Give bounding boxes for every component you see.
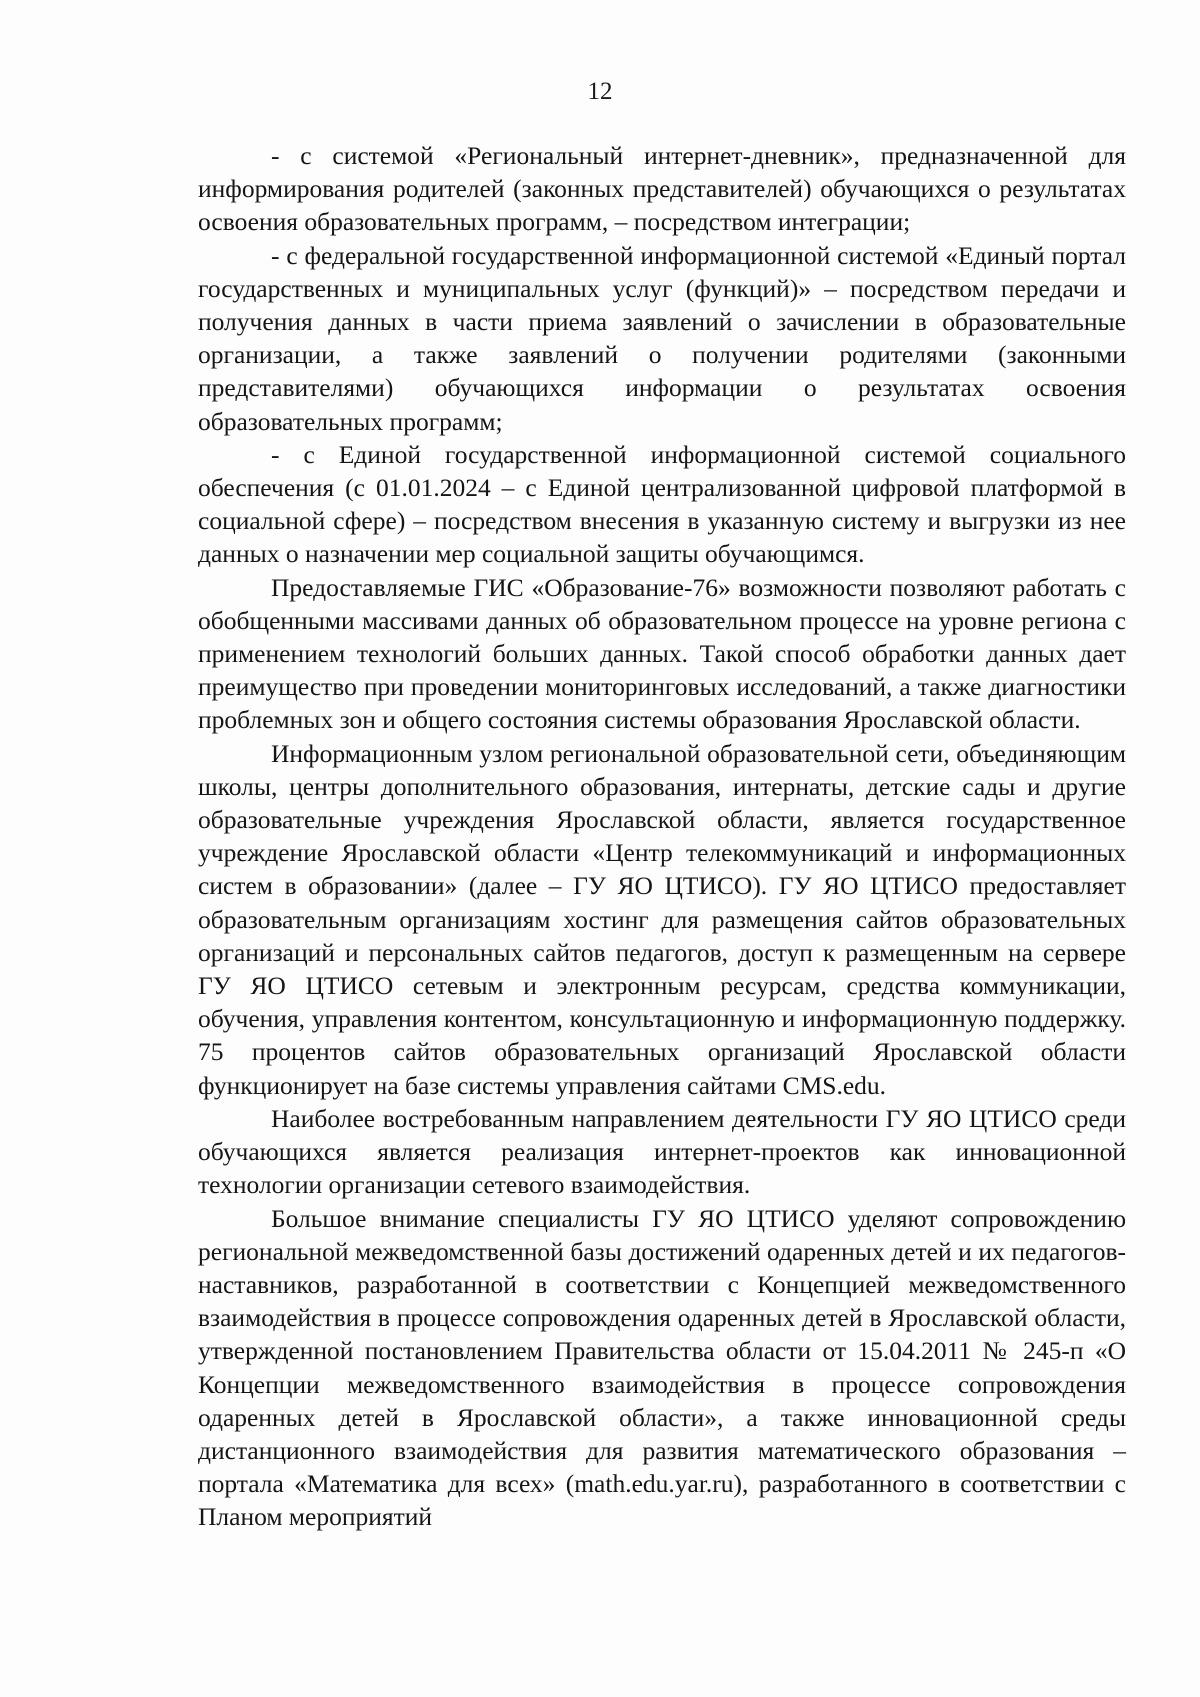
paragraph-gis-capabilities: Предоставляемые ГИС «Образование-76» возможности позволяют работать с обобщенными массивами данных об образовательном процессе на уровне региона с применением технологий больших данных. Такой способ обработки данных дает преимущество при проведении мониторинговых исследований, а также диагностики проблемных зон и общего состояния системы образования Ярославской области. [198, 572, 1126, 735]
paragraph-internet-projects: Наиболее востребованным направлением деятельности ГУ ЯО ЦТИСО среди обучающихся является реализация интернет-проектов как инновационной технологии организации сетевого взаимодействия. [198, 1103, 1126, 1200]
paragraph-gosuslugi-portal: - с федеральной государственной информационной системой «Единый портал государственных и муниципальных услуг (функций)» – посредством передачи и получения данных в части приема заявлений о зачислении в образовательные организации, а также заявлений о получении родителями (законными представителями) обучающихся информации о результатах освоения образовательных программ; [198, 240, 1126, 436]
paragraph-regional-diary: - с системой «Региональный интернет-дневник», предназначенной для информирования родителей (законных представителей) обучающихся о результатах освоения образовательных программ, – посредством интеграции; [198, 141, 1126, 237]
document-body [198, 139, 1126, 1534]
page-number: 12 [587, 78, 613, 105]
paragraph-social-security-system: - с Единой государственной информационной системой социального обеспечения (с 01.01.2024 – с Единой централизованной цифровой платформой в социальной сфере) – посредством внесения в указанную систему и выгрузки из нее данных о назначении мер социальной защиты обучающимся. [198, 439, 1126, 569]
paragraph-gifted-children-base: Большое внимание специалисты ГУ ЯО ЦТИСО уделяют сопровождению региональной межведомственной базы достижений одаренных детей и их педагогов-наставников, разработанной в соответствии с Концепцией межведомственного взаимодействия в процессе сопровождения одаренных детей в Ярославской области, утвержденной постановлением Правительства области от 15.04.2011 № 245-п «О Концепции межведомственного взаимодействия в процессе сопровождения одаренных детей в Ярославской области», а также инновационной среды дистанционного взаимодействия для развития математического образования – портала «Математика для всех» (math.edu.yar.ru), разработанного в соответствии с Планом мероприятий [198, 1203, 1126, 1532]
paragraph-information-node: Информационным узлом региональной образовательной сети, объединяющим школы, центры дополнительного образования, интернаты, детские сады и другие образовательные учреждения Ярославской области, является государственное учреждение Ярославской области «Центр телекоммуникаций и информационных систем в образовании» (далее – ГУ ЯО ЦТИСО). ГУ ЯО ЦТИСО предоставляет образовательным организациям хостинг для размещения сайтов образовательных организаций и персональных сайтов педагогов, доступ к размещенным на сервере ГУ ЯО ЦТИСО сетевым и электронным ресурсам, средства коммуникации, обучения, управления контентом, консультационную и информационную поддержку. 75 процентов сайтов образовательных организаций Ярославской области функционирует на базе системы управления сайтами CMS.edu. [198, 738, 1126, 1100]
